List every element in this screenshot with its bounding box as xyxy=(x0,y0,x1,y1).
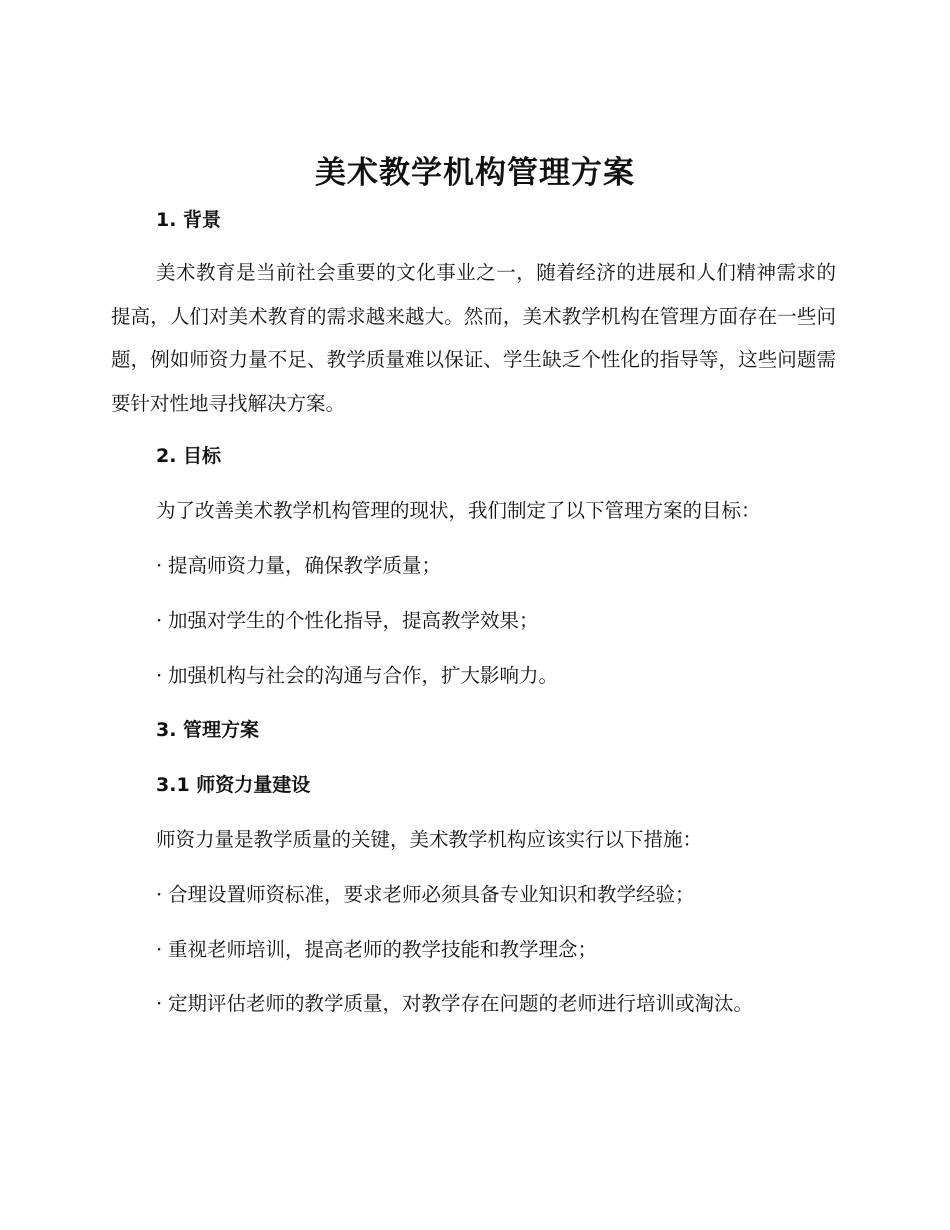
measures-list-item xyxy=(156,989,753,1019)
goals-item-text: 加强机构与社会的沟通与合作，扩大影响力。 xyxy=(168,664,559,687)
measures-item-text: 定期评估老师的教学质量，对教学存在问题的老师进行培训或淘汰。 xyxy=(168,992,754,1015)
bullet-icon: · xyxy=(156,883,163,906)
background-paragraph: 美术教育是当前社会重要的文化事业之一，随着经济的进展和人们精神需求的提高，人们对美术教育的需求越来越大。然而，美术教学机构在管理方面存在一些问题，例如师资力量不足、教学质量难以保证、学生缺乏个性化的指导等，这些问题需要针对性地寻找解决方案。 xyxy=(111,261,836,415)
section-heading-plan: 3. 管理方案 xyxy=(156,719,260,741)
teaching-staff-intro: 师资力量是教学质量的关键，美术教学机构应该实行以下措施： xyxy=(156,828,703,851)
section-heading-background: 1. 背景 xyxy=(156,209,222,231)
document-title: 美术教学机构管理方案 xyxy=(315,155,635,191)
goals-intro: 为了改善美术教学机构管理的现状，我们制定了以下管理方案的目标： xyxy=(156,499,761,522)
measures-list-item xyxy=(156,935,597,965)
bullet-icon: · xyxy=(156,992,163,1015)
bullet-icon: · xyxy=(156,664,163,687)
goals-list-item xyxy=(156,551,441,581)
goals-list-item xyxy=(156,661,558,691)
goals-item-text: 加强对学生的个性化指导，提高教学效果； xyxy=(168,609,539,632)
bullet-icon: · xyxy=(156,609,163,632)
bullet-icon: · xyxy=(156,938,163,961)
goals-list-item xyxy=(156,606,539,636)
measures-item-text: 重视老师培训，提高老师的教学技能和教学理念； xyxy=(168,938,598,961)
subsection-heading-teaching-staff: 3.1 师资力量建设 xyxy=(156,774,311,796)
measures-item-text: 合理设置师资标准，要求老师必须具备专业知识和教学经验； xyxy=(168,883,695,906)
bullet-icon: · xyxy=(156,554,163,577)
section-heading-goals: 2. 目标 xyxy=(156,445,222,467)
measures-list-item xyxy=(156,880,695,910)
goals-item-text: 提高师资力量，确保教学质量； xyxy=(168,554,442,577)
